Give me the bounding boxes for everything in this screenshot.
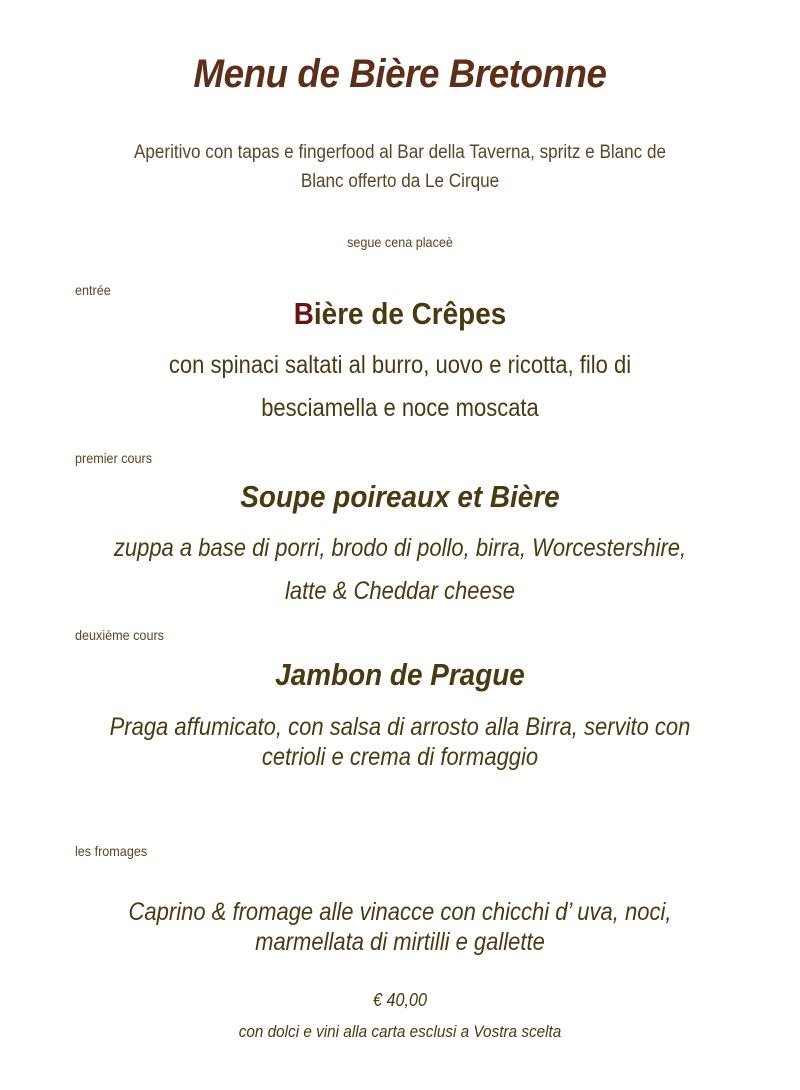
dinner-note: segue cena placeè — [347, 234, 453, 250]
menu-footnote: con dolci e vini alla carta esclusi a Vostra scelta — [238, 1022, 562, 1041]
course-label-premier: premier cours — [75, 450, 153, 466]
menu-title: Menu de Bière Bretonne — [193, 52, 607, 96]
dish-desc-line-1: Praga affumicato, con salsa di arrosto alla Birra, servito con — [109, 713, 691, 741]
menu-intro — [76, 138, 724, 196]
dish-desc-line-1: Caprino & fromage alle vinacce con chicchi d’ uva, noci, — [128, 898, 672, 926]
dish-desc-entree — [83, 344, 717, 430]
dish-title-initial: B — [293, 296, 314, 331]
dish-title-premier: Soupe poireaux et Bière — [240, 479, 560, 514]
dish-desc-line-2: marmellata di mirtilli e gallette — [255, 928, 545, 956]
intro-line-2: Blanc offerto da Le Cirque — [300, 171, 500, 192]
course-label-entree: entrée — [75, 282, 111, 298]
intro-line-1: Aperitivo con tapas e fingerfood al Bar della Taverna, spritz e Blanc de — [133, 142, 666, 163]
dish-title-rest: ière de Crêpes — [313, 296, 507, 331]
dish-desc-premier — [83, 527, 717, 613]
dish-desc-line-2: latte & Cheddar cheese — [285, 577, 515, 605]
dish-desc-line-1: zuppa a base di porri, brodo di pollo, birra, Worcestershire, — [113, 534, 687, 562]
dish-desc-deuxieme — [83, 712, 717, 772]
dish-desc-line-2: cetrioli e crema di formaggio — [261, 743, 539, 771]
course-label-fromages: les fromages — [75, 843, 148, 859]
dish-desc-line-1: con spinaci saltati al burro, uovo e ricotta, filo di — [168, 351, 632, 379]
course-label-deuxieme: deuxième cours — [75, 627, 164, 643]
dish-desc-line-2: besciamella e noce moscata — [261, 394, 539, 422]
dish-title-deuxieme: Jambon de Prague — [275, 657, 525, 692]
dish-title-entree — [76, 296, 724, 332]
menu-price: € 40,00 — [372, 990, 428, 1010]
dish-desc-fromages — [83, 897, 717, 957]
